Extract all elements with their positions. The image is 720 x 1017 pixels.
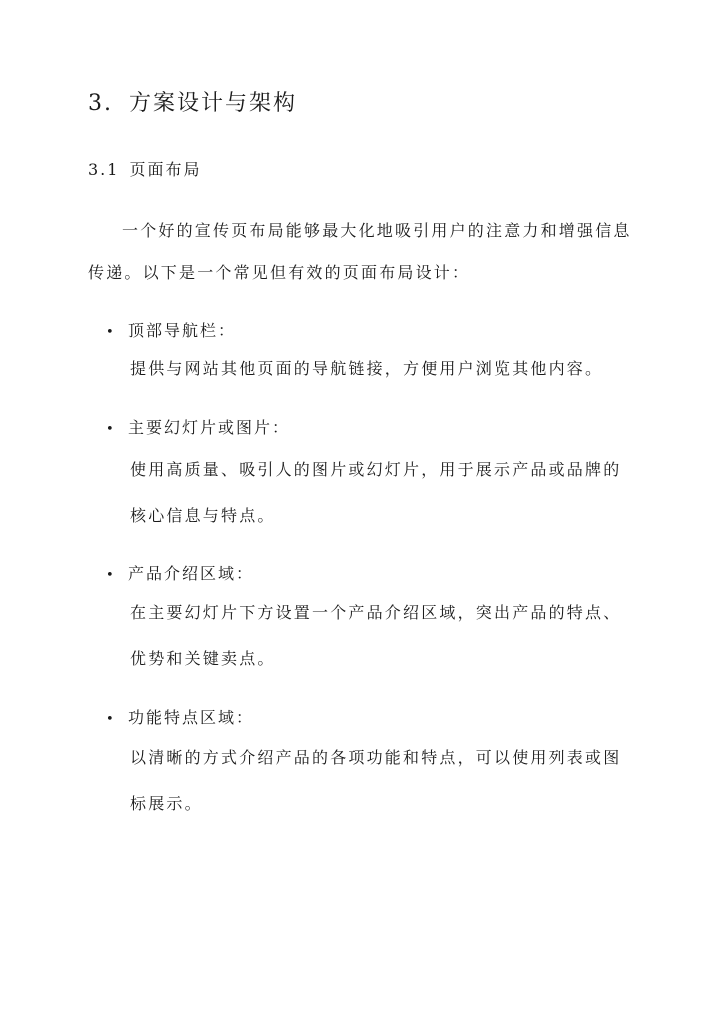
bullet-icon: • bbox=[106, 568, 116, 583]
bullet-icon: • bbox=[106, 422, 116, 437]
bullet-icon: • bbox=[106, 712, 116, 727]
subsection-title: 页面布局 bbox=[129, 160, 202, 179]
list-item-body: 提供与网站其他页面的导航链接，方便用户浏览其他内容。 bbox=[130, 359, 604, 378]
section-title: 方案设计与架构 bbox=[129, 91, 298, 116]
bullet-icon: • bbox=[106, 325, 116, 340]
list-item-body: 以清晰的方式介绍产品的各项功能和特点，可以使用列表或图标展示。 bbox=[130, 748, 622, 813]
section-heading bbox=[88, 86, 297, 117]
list-item-heading bbox=[106, 415, 290, 438]
list-item-body: 使用高质量、吸引人的图片或幻灯片，用于展示产品或品牌的核心信息与特点。 bbox=[130, 460, 622, 525]
intro-paragraph: 一个好的宣传页布局能够最大化地吸引用户的注意力和增强信息传递。以下是一个常见但有效的页面布局设计： bbox=[88, 221, 632, 282]
section-number: 3. bbox=[88, 91, 113, 116]
list-item-heading bbox=[106, 318, 236, 341]
subsection-number: 3.1 bbox=[88, 160, 120, 179]
subsection-heading bbox=[88, 157, 201, 180]
list-item-body: 在主要幻灯片下方设置一个产品介绍区域，突出产品的特点、优势和关键卖点。 bbox=[130, 603, 622, 668]
list-item-title: 主要幻灯片或图片： bbox=[128, 418, 291, 437]
list-item-title: 产品介绍区域： bbox=[128, 564, 255, 583]
list-item-title: 功能特点区域： bbox=[128, 708, 255, 727]
list-item-heading bbox=[106, 705, 254, 728]
list-item-heading bbox=[106, 561, 254, 584]
list-item-title: 顶部导航栏： bbox=[128, 321, 237, 340]
